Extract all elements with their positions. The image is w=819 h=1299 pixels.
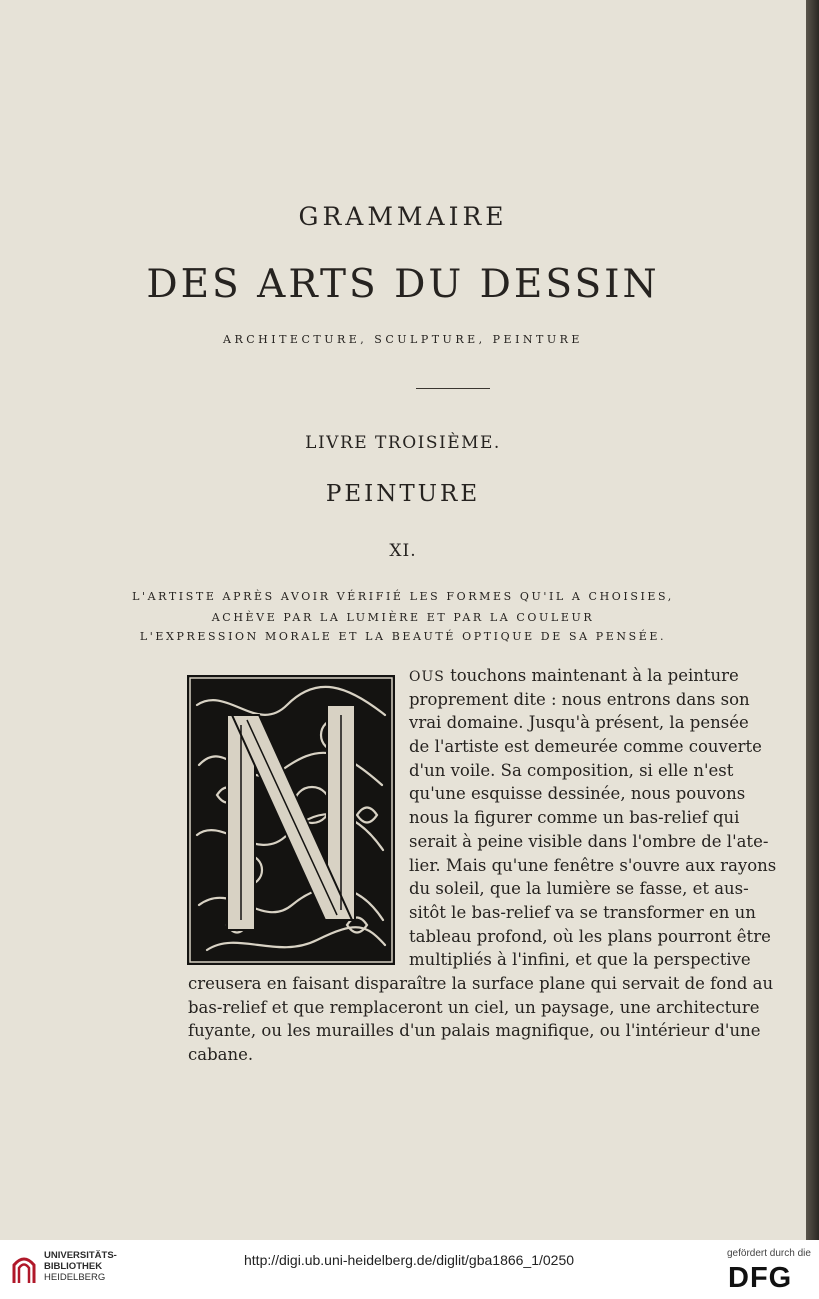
library-logo-icon	[10, 1251, 38, 1287]
title-line-1: GRAMMAIRE	[298, 202, 508, 231]
text-line: de l'artiste est demeurée comme couverte	[409, 737, 762, 757]
text-line: creusera en faisant disparaître la surface plane qui servait de fond au	[188, 974, 774, 993]
subtitle: ARCHITECTURE, SCULPTURE, PEINTURE	[223, 333, 583, 346]
text-line: OUS touchons maintenant à la peinture	[409, 666, 739, 685]
text-line: qu'une esquisse dessinée, nous pouvons	[409, 784, 746, 804]
title-divider	[416, 388, 490, 389]
section-heading: PEINTURE	[325, 481, 481, 507]
book-heading: LIVRE TROISIÈME.	[305, 433, 501, 453]
chapter-argument-line: L'ARTISTE APRÈS AVOIR VÉRIFIÉ LES FORMES QU'IL A CHOISIES,	[132, 590, 674, 603]
funded-by-label: gefördert durch die	[727, 1248, 811, 1259]
text-line: du soleil, que la lumière se fasse, et aus-	[409, 879, 749, 899]
text-line: sitôt le bas-relief va se transformer en un	[409, 902, 756, 922]
library-name: UNIVERSITÄTS- BIBLIOTHEK HEIDELBERG	[44, 1250, 117, 1283]
page-edge	[806, 0, 819, 1240]
chapter-argument-line: ACHÈVE PAR LA LUMIÈRE ET PAR LA COULEUR	[211, 611, 595, 624]
chapter-number: XI.	[389, 541, 417, 561]
dfg-logo: DFG	[728, 1262, 793, 1294]
text-line: multipliés à l'infini, et que la perspective	[409, 950, 751, 970]
ornamental-dropcap	[187, 675, 395, 965]
body-text-wide	[188, 972, 774, 1067]
text-line: proprement dite : nous entrons dans son	[409, 689, 750, 709]
text-line: nous la figurer comme un bas-relief qui	[409, 808, 740, 828]
text-line: d'un voile. Sa composition, si elle n'est	[409, 760, 734, 780]
text-line: bas-relief et que remplaceront un ciel, un paysage, une architecture	[188, 997, 760, 1017]
body-text-narrow	[409, 664, 777, 972]
text-line: tableau profond, où les plans pourront être	[409, 926, 771, 946]
text-line: vrai domaine. Jusqu'à présent, la pensée	[409, 713, 749, 733]
permalink-url[interactable]: http://digi.ub.uni-heidelberg.de/diglit/gba1866_1/0250	[244, 1252, 575, 1268]
text-line: cabane.	[188, 1045, 254, 1065]
viewer-footer	[0, 1240, 819, 1299]
text-line: fuyante, ou les murailles d'un palais magnifique, ou l'intérieur d'une	[188, 1021, 761, 1041]
chapter-argument-line: L'EXPRESSION MORALE ET LA BEAUTÉ OPTIQUE DE SA PENSÉE.	[139, 630, 667, 643]
title-line-2: DES ARTS DU DESSIN	[146, 262, 660, 307]
text-line: lier. Mais qu'une fenêtre s'ouvre aux rayons	[409, 855, 777, 875]
ornament-vines-icon	[187, 675, 395, 965]
text-line: serait à peine visible dans l'ombre de l'ate-	[409, 831, 769, 851]
